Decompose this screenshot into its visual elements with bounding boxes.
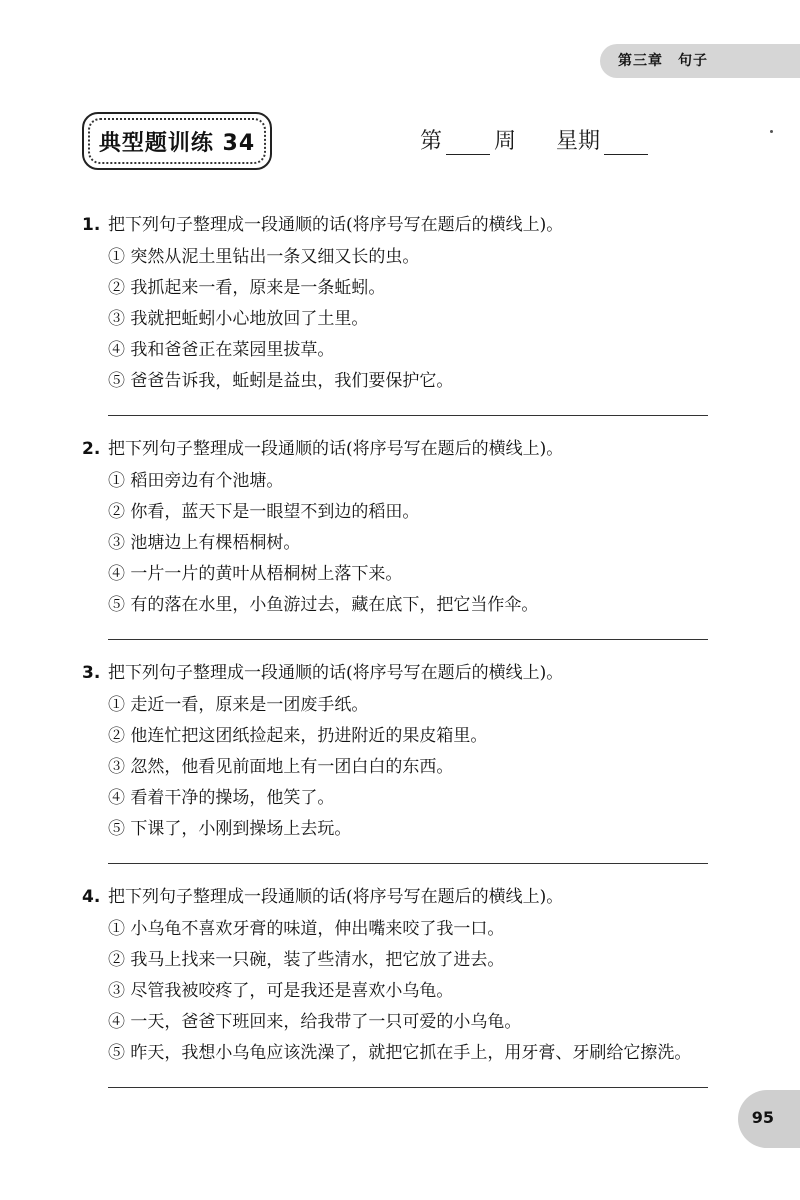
exercise-title-box	[82, 112, 272, 170]
week-label: 周	[494, 129, 517, 154]
week-day-line	[420, 124, 652, 155]
sentence-item: ③ 尽管我被咬疼了，可是我还是喜欢小乌龟。	[108, 981, 454, 1001]
sentence-list	[82, 242, 722, 397]
weekday-blank[interactable]	[604, 128, 648, 155]
question-prompt: 把下列句子整理成一段通顺的话(将序号写在题后的横线上)。	[108, 663, 564, 683]
sentence-item: ② 他连忙把这团纸捡起来，扔进附近的果皮箱里。	[108, 726, 488, 746]
sentence-item: ⑤ 下课了，小刚到操场上去玩。	[108, 819, 352, 839]
sentence-item: ⑤ 爸爸告诉我，蚯蚓是益虫，我们要保护它。	[108, 371, 454, 391]
sentence-list	[82, 690, 722, 845]
sentence-item: ③ 忽然，他看见前面地上有一团白白的东西。	[108, 757, 454, 777]
question-number: 1.	[82, 215, 101, 235]
sentence-item: ① 稻田旁边有个池塘。	[108, 471, 284, 491]
question-4	[82, 884, 722, 1088]
sentence-item: ① 小乌龟不喜欢牙膏的味道，伸出嘴来咬了我一口。	[108, 919, 505, 939]
question-number: 2.	[82, 439, 101, 459]
exercise-title: 典型题训练 34	[98, 130, 256, 156]
page-number: 95	[751, 1108, 774, 1127]
sentence-item: ③ 池塘边上有棵梧桐树。	[108, 533, 301, 553]
answer-line[interactable]	[108, 1087, 708, 1088]
question-number: 4.	[82, 887, 101, 907]
sentence-item: ⑤ 昨天，我想小乌龟应该洗澡了，就把它抓在手上，用牙膏、牙刷给它擦洗。	[108, 1043, 692, 1063]
question-1	[82, 212, 722, 416]
question-prompt: 把下列句子整理成一段通顺的话(将序号写在题后的横线上)。	[108, 887, 564, 907]
answer-line[interactable]	[108, 639, 708, 640]
print-speck	[770, 130, 773, 133]
sentence-item: ① 突然从泥土里钻出一条又细又长的虫。	[108, 247, 420, 267]
sentence-item: ④ 看着干净的操场，他笑了。	[108, 788, 335, 808]
sentence-item: ③ 我就把蚯蚓小心地放回了土里。	[108, 309, 369, 329]
question-3	[82, 660, 722, 864]
sentence-item: ④ 我和爸爸正在菜园里拔草。	[108, 340, 335, 360]
sentence-item: ② 我抓起来一看，原来是一条蚯蚓。	[108, 278, 386, 298]
sentence-list	[82, 914, 722, 1069]
question-2	[82, 436, 722, 640]
question-prompt: 把下列句子整理成一段通顺的话(将序号写在题后的横线上)。	[108, 215, 564, 235]
answer-line[interactable]	[108, 415, 708, 416]
sentence-item: ① 走近一看，原来是一团废手纸。	[108, 695, 369, 715]
question-number: 3.	[82, 663, 101, 683]
week-prefix: 第	[420, 129, 443, 154]
sentence-item: ⑤ 有的落在水里，小鱼游过去，藏在底下，把它当作伞。	[108, 595, 539, 615]
sentence-item: ② 你看，蓝天下是一眼望不到边的稻田。	[108, 502, 420, 522]
weekday-label: 星期	[556, 129, 601, 154]
chapter-label: 第三章 句子	[618, 53, 708, 69]
sentence-list	[82, 466, 722, 621]
question-prompt: 把下列句子整理成一段通顺的话(将序号写在题后的横线上)。	[108, 439, 564, 459]
sentence-item: ② 我马上找来一只碗，装了些清水，把它放了进去。	[108, 950, 505, 970]
week-number-blank[interactable]	[446, 128, 490, 155]
sentence-item: ④ 一天，爸爸下班回来，给我带了一只可爱的小乌龟。	[108, 1012, 522, 1032]
sentence-item: ④ 一片一片的黄叶从梧桐树上落下来。	[108, 564, 403, 584]
answer-line[interactable]	[108, 863, 708, 864]
